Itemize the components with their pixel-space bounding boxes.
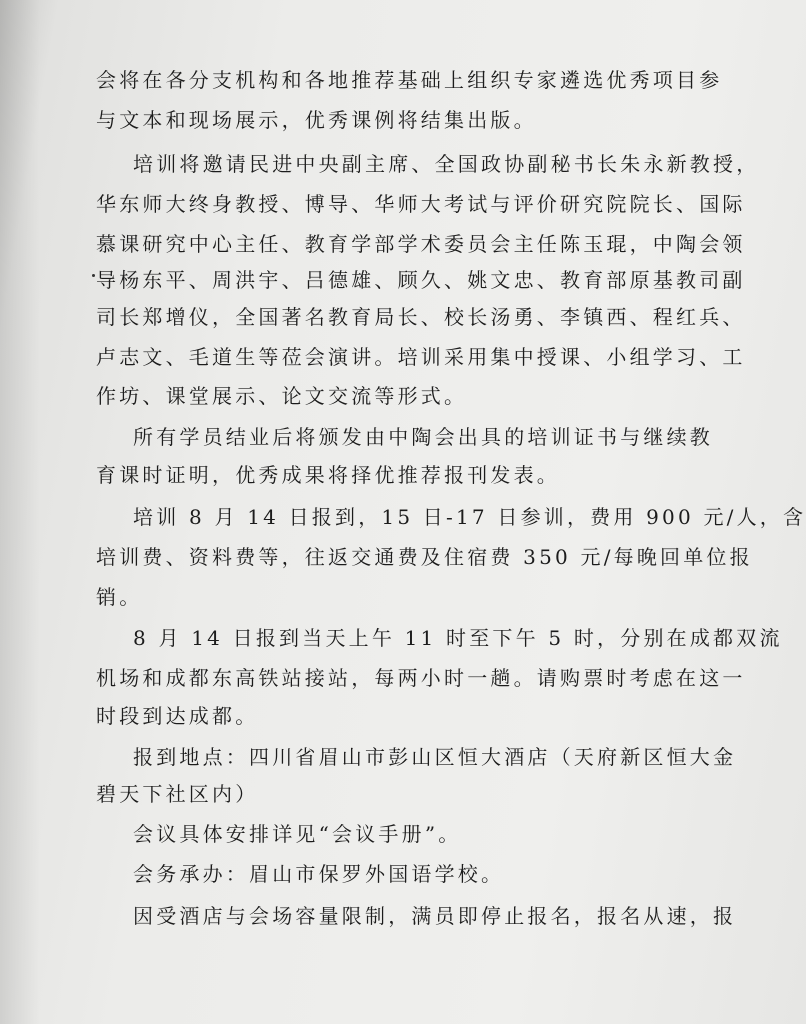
text-line-12: 培训 8 月 14 日报到，15 日-17 日参训，费用 900 元/人，含 (133, 505, 806, 529)
page-shadow (0, 0, 40, 1024)
text-line-14: 销。 (96, 585, 143, 609)
text-line-6: 导杨东平、周洪宇、吕德雄、顾久、姚文忠、教育部原基教司副 (96, 268, 746, 292)
text-line-13: 培训费、资料费等，往返交通费及住宿费 350 元/每晚回单位报 (96, 545, 753, 569)
ink-dot (92, 274, 95, 277)
text-line-7: 司长郑增仪，全国著名教育局长、校长汤勇、李镇西、程红兵、 (96, 305, 746, 329)
text-line-15: 8 月 14 日报到当天上午 11 时至下午 5 时，分别在成都双流 (133, 626, 783, 650)
text-line-19: 碧天下社区内） (96, 782, 259, 806)
text-line-8: 卢志文、毛道生等莅会演讲。培训采用集中授课、小组学习、工 (96, 345, 746, 369)
text-line-5: 慕课研究中心主任、教育学部学术委员会主任陈玉琨，中陶会领 (96, 232, 746, 256)
text-line-1: 会将在各分支机构和各地推荐基础上组织专家遴选优秀项目参 (96, 68, 723, 92)
text-line-18: 报到地点：四川省眉山市彭山区恒大酒店（天府新区恒大金 (133, 745, 737, 769)
text-line-10: 所有学员结业后将颁发由中陶会出具的培训证书与继续教 (133, 425, 713, 449)
text-line-20: 会议具体安排详见“会议手册”。 (133, 822, 462, 846)
text-line-4: 华东师大终身教授、博导、华师大考试与评价研究院院长、国际 (96, 192, 746, 216)
text-line-9: 作坊、课堂展示、论文交流等形式。 (96, 384, 468, 408)
text-line-3: 培训将邀请民进中央副主席、全国政协副秘书长朱永新教授， (133, 152, 760, 176)
text-line-11: 育课时证明，优秀成果将择优推荐报刊发表。 (96, 463, 560, 487)
text-line-16: 机场和成都东高铁站接站，每两小时一趟。请购票时考虑在这一 (96, 666, 746, 690)
text-line-2: 与文本和现场展示，优秀课例将结集出版。 (96, 108, 537, 132)
text-line-22: 因受酒店与会场容量限制，满员即停止报名，报名从速，报 (133, 904, 737, 928)
text-line-21: 会务承办：眉山市保罗外国语学校。 (133, 862, 505, 886)
text-line-17: 时段到达成都。 (96, 704, 259, 728)
